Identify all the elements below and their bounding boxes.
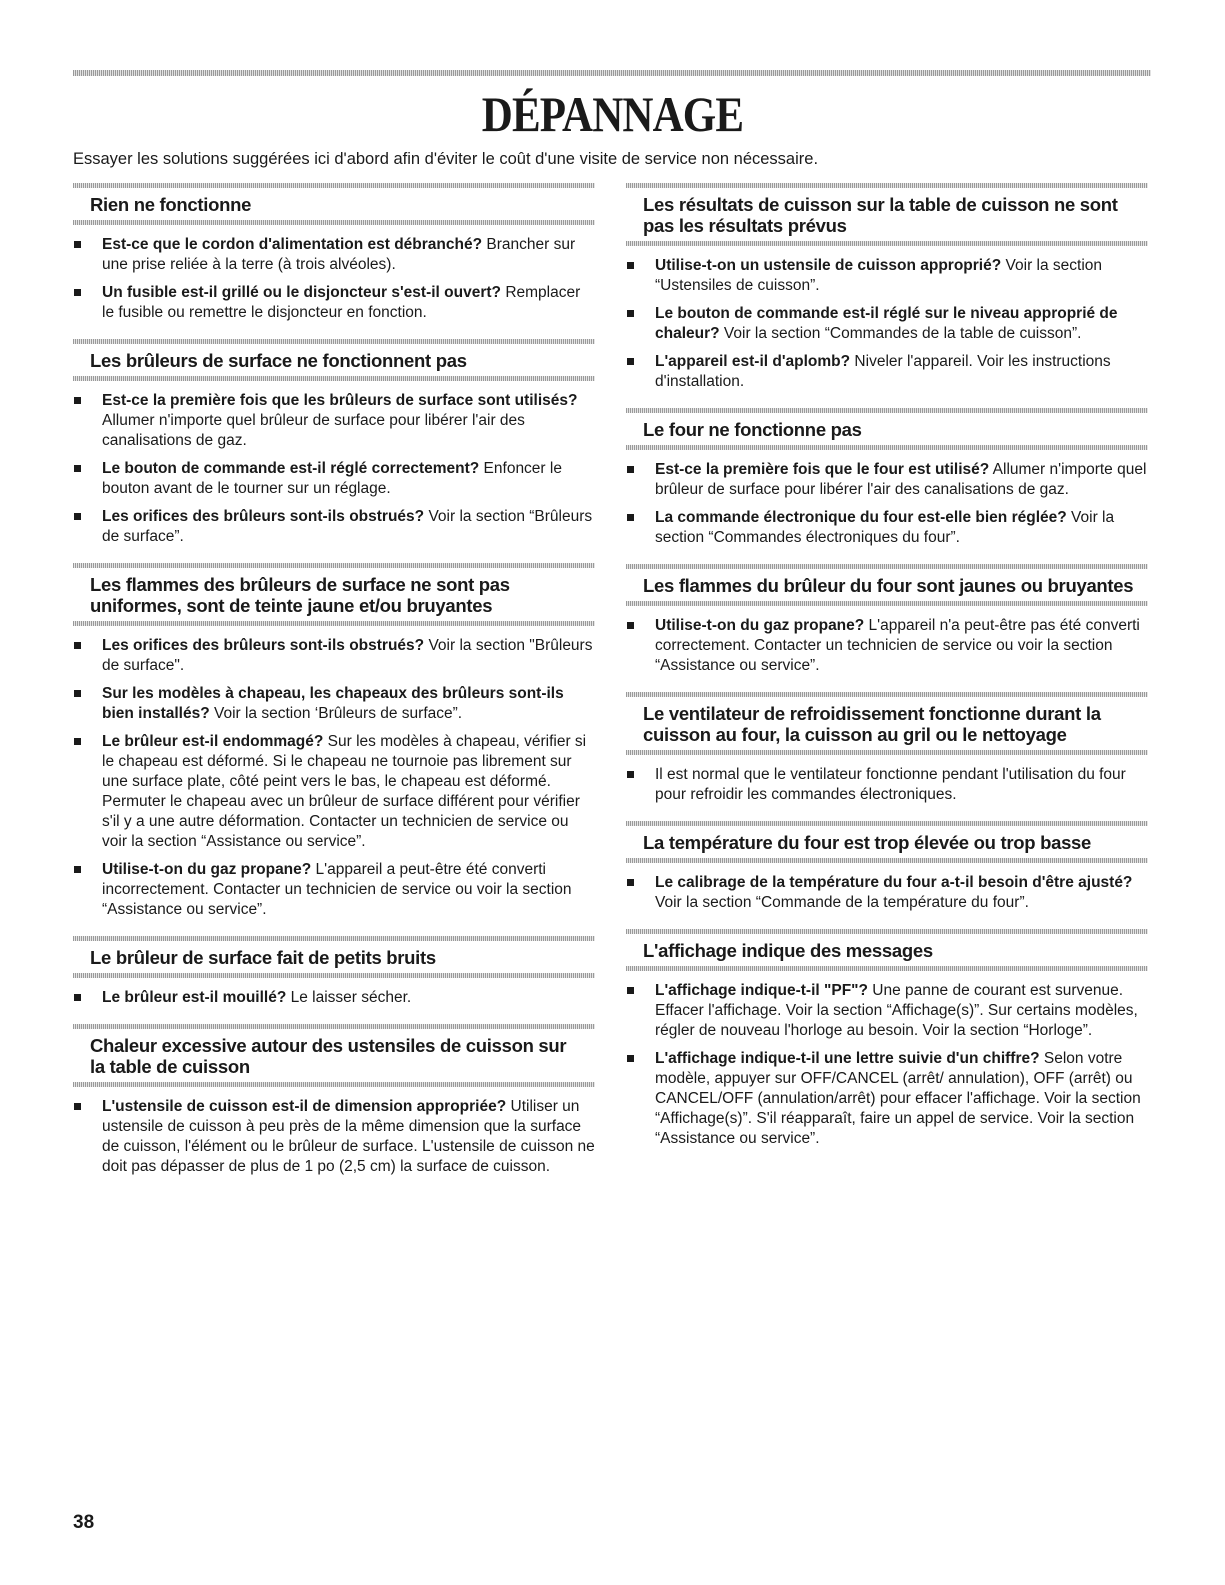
item-question: Les orifices des brûleurs sont-ils obstrués? bbox=[102, 637, 425, 654]
item-question: L'ustensile de cuisson est-il de dimension appropriée? bbox=[102, 1098, 507, 1115]
section-heading: Chaleur excessive autour des ustensiles de cuisson sur la table de cuisson bbox=[90, 1035, 567, 1077]
section-heading: Les flammes du brûleur du four sont jaunes ou bruyantes bbox=[643, 575, 1134, 596]
item-answer: Voir la section “Ustensiles de cuisson”. bbox=[655, 257, 1103, 294]
list-item bbox=[626, 256, 1148, 296]
section-heading: Rien ne fonctionne bbox=[90, 194, 252, 215]
item-answer: Allumer n'importe quel brûleur de surface pour libérer l'air des canalisations de gaz. bbox=[655, 461, 1147, 498]
section-rule-bottom bbox=[626, 241, 1148, 246]
list-item bbox=[73, 283, 595, 323]
item-answer: Voir la section "Brûleurs de surface". bbox=[102, 637, 593, 674]
troubleshooting-section bbox=[626, 183, 1148, 392]
item-question: La commande électronique du four est-elle bien réglée? bbox=[655, 509, 1067, 526]
section-heading: La température du four est trop élevée ou trop basse bbox=[643, 832, 1092, 853]
square-bullet-icon bbox=[74, 994, 81, 1001]
section-rule-bottom bbox=[626, 750, 1148, 755]
item-question: L'affichage indique-t-il "PF"? bbox=[655, 982, 868, 999]
item-answer: Voir la section “Brûleurs de surface”. bbox=[102, 508, 593, 545]
square-bullet-icon bbox=[74, 289, 81, 296]
item-answer: Sur les modèles à chapeau, vérifier si le chapeau est déformé. Si le chapeau ne tournoie pas librement sur une surface plate, côté peint vers le bas, le chapeau est déformé. Permuter le chapeau avec un brûleur de surface différent pour vérifier s'il y a une autre déformation. Contacter un technicien de service ou voir la section “Assistance ou service”. bbox=[102, 733, 587, 850]
item-list bbox=[73, 391, 595, 547]
item-question: Le bouton de commande est-il réglé correctement? bbox=[102, 460, 480, 477]
list-item bbox=[626, 765, 1148, 805]
list-item bbox=[626, 616, 1148, 676]
item-question: Le brûleur est-il endommagé? bbox=[102, 733, 324, 750]
item-question: Est-ce la première fois que le four est utilisé? bbox=[655, 461, 990, 478]
list-item bbox=[73, 235, 595, 275]
item-question: Utilise-t-on du gaz propane? bbox=[102, 861, 312, 878]
section-heading: Les flammes des brûleurs de surface ne sont pas uniformes, sont de teinte jaune et/ou bruyantes bbox=[90, 574, 510, 616]
troubleshooting-section bbox=[73, 563, 595, 920]
item-answer: Voir la section “Commandes de la table de cuisson”. bbox=[719, 325, 1082, 342]
item-list bbox=[626, 616, 1148, 676]
item-list bbox=[73, 235, 595, 323]
square-bullet-icon bbox=[74, 690, 81, 697]
list-item bbox=[626, 460, 1148, 500]
section-rule-bottom bbox=[73, 973, 595, 978]
item-answer: Selon votre modèle, appuyer sur OFF/CANCEL (arrêt/ annulation), OFF (arrêt) ou CANCEL/OFF (annulation/arrêt) pour effacer l'affichage. Voir la section “Affichage(s)”. S'il réapparaît, faire un appel de service. Voir la section “Assistance ou service”. bbox=[655, 1050, 1141, 1147]
item-answer: Il est normal que le ventilateur fonctionne pendant l'utilisation du four pour refroidir les commandes électroniques. bbox=[655, 766, 1126, 803]
section-heading: Le ventilateur de refroidissement fonctionne durant la cuisson au four, la cuisson au gril ou le nettoyage bbox=[643, 703, 1101, 745]
troubleshooting-section bbox=[626, 692, 1148, 805]
item-question: L'appareil est-il d'aplomb? bbox=[655, 353, 851, 370]
item-answer: Le laisser sécher. bbox=[286, 989, 412, 1006]
square-bullet-icon bbox=[627, 771, 634, 778]
item-answer: Utiliser un ustensile de cuisson à peu près de la même dimension que la surface de cuisson, l'élément ou le brûleur de surface. L'ustensile de cuisson ne doit pas dépasser de plus de 1 po (2,5 cm) la surface de cuisson. bbox=[102, 1098, 595, 1175]
section-rule-bottom bbox=[73, 220, 595, 225]
item-list bbox=[626, 873, 1148, 913]
troubleshooting-section bbox=[73, 936, 595, 1008]
section-heading: Les brûleurs de surface ne fonctionnent pas bbox=[90, 350, 467, 371]
item-answer: Voir la section “Commande de la température du four”. bbox=[655, 894, 1029, 911]
square-bullet-icon bbox=[74, 738, 81, 745]
item-list bbox=[626, 460, 1148, 548]
list-item bbox=[626, 352, 1148, 392]
item-question: Est-ce que le cordon d'alimentation est débranché? bbox=[102, 236, 483, 253]
item-list bbox=[73, 636, 595, 920]
troubleshooting-section bbox=[626, 929, 1148, 1149]
troubleshooting-section bbox=[626, 821, 1148, 913]
section-rule-bottom bbox=[626, 601, 1148, 606]
list-item bbox=[73, 391, 595, 451]
square-bullet-icon bbox=[627, 358, 634, 365]
list-item bbox=[73, 860, 595, 920]
section-rule-bottom bbox=[73, 621, 595, 626]
list-item bbox=[73, 507, 595, 547]
section-rule-bottom bbox=[626, 445, 1148, 450]
square-bullet-icon bbox=[627, 310, 634, 317]
item-list bbox=[626, 256, 1148, 392]
square-bullet-icon bbox=[74, 866, 81, 873]
left-column bbox=[73, 183, 595, 1193]
square-bullet-icon bbox=[627, 1055, 634, 1062]
list-item bbox=[626, 508, 1148, 548]
square-bullet-icon bbox=[627, 879, 634, 886]
item-question: Le bouton de commande est-il réglé sur le niveau approprié de chaleur? bbox=[655, 305, 1118, 342]
list-item bbox=[626, 304, 1148, 344]
right-column bbox=[626, 183, 1148, 1165]
item-question: Le calibrage de la température du four a-t-il besoin d'être ajusté? bbox=[655, 874, 1133, 891]
item-answer: Voir la section “Commandes électroniques du four”. bbox=[655, 509, 1115, 546]
item-answer: L'appareil a peut-être été converti incorrectement. Contacter un technicien de service ou voir la section “Assistance ou service”. bbox=[102, 861, 572, 918]
item-answer: Niveler l'appareil. Voir les instructions d'installation. bbox=[655, 353, 1111, 390]
item-list bbox=[626, 765, 1148, 805]
list-item bbox=[73, 732, 595, 852]
item-question: Est-ce la première fois que les brûleurs de surface sont utilisés? bbox=[102, 392, 578, 409]
item-answer: Allumer n'importe quel brûleur de surface pour libérer l'air des canalisations de gaz. bbox=[102, 412, 525, 449]
item-question: Le brûleur est-il mouillé? bbox=[102, 989, 287, 1006]
item-question: Sur les modèles à chapeau, les chapeaux des brûleurs sont-ils bien installés? bbox=[102, 685, 564, 722]
troubleshooting-section bbox=[73, 183, 595, 323]
section-heading: Les résultats de cuisson sur la table de cuisson ne sont pas les résultats prévus bbox=[643, 194, 1118, 236]
square-bullet-icon bbox=[74, 642, 81, 649]
troubleshooting-section bbox=[626, 408, 1148, 548]
list-item bbox=[73, 636, 595, 676]
item-list bbox=[73, 988, 595, 1008]
item-question: Un fusible est-il grillé ou le disjoncteur s'est-il ouvert? bbox=[102, 284, 502, 301]
item-answer: L'appareil n'a peut-être pas été converti correctement. Contacter un technicien de service ou voir la section “Assistance ou service”. bbox=[655, 617, 1140, 674]
item-answer: Enfoncer le bouton avant de le tourner sur un réglage. bbox=[102, 460, 562, 497]
item-answer: Brancher sur une prise reliée à la terre (à trois alvéoles). bbox=[102, 236, 576, 273]
top-rule bbox=[73, 70, 1151, 76]
intro-text: Essayer les solutions suggérées ici d'abord afin d'éviter le coût d'une visite de service non nécessaire. bbox=[73, 150, 819, 168]
square-bullet-icon bbox=[74, 1103, 81, 1110]
section-heading: L'affichage indique des messages bbox=[643, 940, 933, 961]
section-rule-bottom bbox=[73, 376, 595, 381]
troubleshooting-section bbox=[73, 339, 595, 547]
section-heading: Le brûleur de surface fait de petits bruits bbox=[90, 947, 436, 968]
item-list bbox=[626, 981, 1148, 1149]
section-rule-bottom bbox=[626, 858, 1148, 863]
square-bullet-icon bbox=[627, 466, 634, 473]
square-bullet-icon bbox=[74, 465, 81, 472]
page-number: 38 bbox=[73, 1512, 95, 1533]
list-item bbox=[73, 684, 595, 724]
item-question: Utilise-t-on un ustensile de cuisson approprié? bbox=[655, 257, 1002, 274]
item-answer: Une panne de courant est survenue. Effacer l'affichage. Voir la section “Affichage(s)”. Sur certains modèles, régler de nouveau l'horloge au besoin. Voir la section “Horloge”. bbox=[655, 982, 1138, 1039]
section-rule-bottom bbox=[626, 966, 1148, 971]
list-item bbox=[73, 459, 595, 499]
list-item bbox=[626, 873, 1148, 913]
troubleshooting-section bbox=[626, 564, 1148, 676]
square-bullet-icon bbox=[627, 622, 634, 629]
list-item bbox=[73, 1097, 595, 1177]
item-question: L'affichage indique-t-il une lettre suivie d'un chiffre? bbox=[655, 1050, 1040, 1067]
item-answer: Remplacer le fusible ou remettre le disjoncteur en fonction. bbox=[102, 284, 581, 321]
section-heading: Le four ne fonctionne pas bbox=[643, 419, 862, 440]
list-item bbox=[626, 981, 1148, 1041]
page-title: DÉPANNAGE bbox=[481, 86, 744, 142]
square-bullet-icon bbox=[627, 514, 634, 521]
item-list bbox=[73, 1097, 595, 1177]
square-bullet-icon bbox=[627, 987, 634, 994]
list-item bbox=[626, 1049, 1148, 1149]
troubleshooting-section bbox=[73, 1024, 595, 1177]
square-bullet-icon bbox=[74, 241, 81, 248]
item-question: Les orifices des brûleurs sont-ils obstrués? bbox=[102, 508, 425, 525]
section-rule-bottom bbox=[73, 1082, 595, 1087]
list-item bbox=[73, 988, 595, 1008]
square-bullet-icon bbox=[74, 397, 81, 404]
item-question: Utilise-t-on du gaz propane? bbox=[655, 617, 865, 634]
item-answer: Voir la section ‘Brûleurs de surface”. bbox=[209, 705, 463, 722]
square-bullet-icon bbox=[627, 262, 634, 269]
square-bullet-icon bbox=[74, 513, 81, 520]
